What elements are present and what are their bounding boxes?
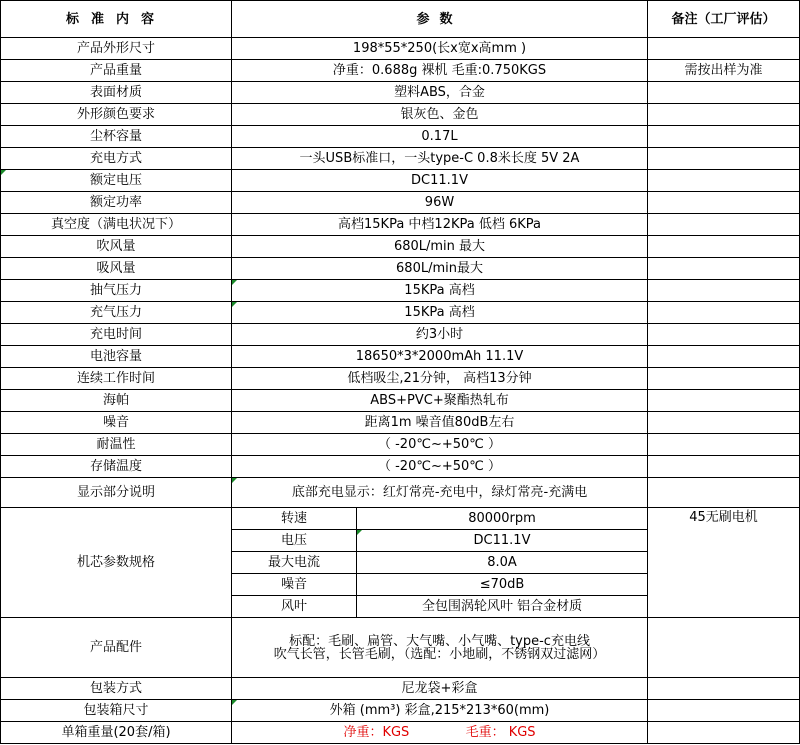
table-row [1,126,800,148]
table-row [1,346,800,368]
row-label: 表面材质 [1,82,232,104]
packing-note [648,678,800,700]
row-note [648,368,800,390]
row-value: 距离1m 噪音值80dB左右 [232,412,648,434]
row-value: 198*55*250(长x宽x高mm ) [232,38,648,60]
row-value: 15KPa 高档 [232,280,648,302]
table-row [1,82,800,104]
row-label: 额定功率 [1,192,232,214]
row-label: 显示部分说明 [1,478,232,508]
row-label: 存储温度 [1,456,232,478]
box-size-label: 包装箱尺寸 [1,700,232,722]
row-note [648,478,800,508]
row-value: 约3小时 [232,324,648,346]
row-note [648,82,800,104]
header-row [1,1,800,38]
header-label-text: 标准内容 [65,11,166,27]
table-row [1,258,800,280]
table-row [1,456,800,478]
header-param-text: 参数 [416,11,463,27]
row-label: 充气压力 [1,302,232,324]
row-note [648,236,800,258]
table-row [1,478,800,508]
accessories-line-1: 标配：毛刷、扁管、大气嘴、小气嘴、type-c充电线 [289,633,590,649]
row-note [648,390,800,412]
header-note: 备注（工厂评估） [648,1,800,38]
row-value: 塑料ABS，合金 [232,82,648,104]
table-row [1,60,800,82]
table-row [1,368,800,390]
table-row [1,38,800,60]
row-note [648,104,800,126]
motor-item-value: DC11.1V [357,530,648,552]
row-label: 电池容量 [1,346,232,368]
row-label: 连续工作时间 [1,368,232,390]
box-size-note [648,700,800,722]
table-row [1,104,800,126]
row-label: 噪音 [1,412,232,434]
table-row [1,434,800,456]
table-row [1,236,800,258]
row-value: 15KPa 高档 [232,302,648,324]
row-label: 尘杯容量 [1,126,232,148]
motor-note: 45无刷电机 [648,508,800,618]
packing-label: 包装方式 [1,678,232,700]
row-label: 真空度（满电状况下） [1,214,232,236]
box-weight-row [1,722,800,744]
table-row [1,280,800,302]
row-label: 外形颜色要求 [1,104,232,126]
row-value: （ -20℃~+50℃ ） [232,456,648,478]
table-row [1,412,800,434]
box-size-row [1,700,800,722]
row-note [648,192,800,214]
table-row [1,170,800,192]
motor-item-name: 风叶 [232,596,357,618]
motor-item-name: 转速 [232,508,357,530]
box-weight-gross: 毛重： KGS [465,725,536,740]
motor-item-value: 8.0A [357,552,648,574]
motor-row [1,508,800,530]
motor-label: 机芯参数规格 [1,508,232,618]
row-note [648,170,800,192]
motor-item-name: 噪音 [232,574,357,596]
row-label: 额定电压 [1,170,232,192]
row-note [648,126,800,148]
packing-row [1,678,800,700]
box-weight-note [648,722,800,744]
row-value: 96W [232,192,648,214]
row-note [648,214,800,236]
row-note [648,258,800,280]
row-value: 0.17L [232,126,648,148]
row-note [648,456,800,478]
row-label: 吸风量 [1,258,232,280]
row-note [648,434,800,456]
accessories-note [648,618,800,678]
row-value: 银灰色、金色 [232,104,648,126]
row-note [648,38,800,60]
box-size-value: 外箱 (mm³) 彩盒,215*213*60(mm) [232,700,648,722]
row-label: 充电时间 [1,324,232,346]
row-value: 低档吸尘,21分钟， 高档13分钟 [232,368,648,390]
row-value: 一头USB标准口，一头type-C 0.8米长度 5V 2A [232,148,648,170]
header-label [1,1,232,38]
table-row [1,148,800,170]
table-row [1,214,800,236]
motor-item-name: 电压 [232,530,357,552]
row-note [648,302,800,324]
motor-item-name: 最大电流 [232,552,357,574]
motor-item-value: 80000rpm [357,508,648,530]
row-label: 产品重量 [1,60,232,82]
table-row [1,192,800,214]
row-label: 海帕 [1,390,232,412]
row-value: 净重：0.688g 裸机 毛重:0.750KGS [232,60,648,82]
table-row [1,302,800,324]
box-weight-value [232,722,648,744]
row-value: 680L/min 最大 [232,236,648,258]
motor-item-value: ≤70dB [357,574,648,596]
row-value: 680L/min最大 [232,258,648,280]
row-label: 抽气压力 [1,280,232,302]
row-label: 产品外形尺寸 [1,38,232,60]
row-note [648,280,800,302]
row-note [648,346,800,368]
row-value: （ -20℃~+50℃ ） [232,434,648,456]
row-value: DC11.1V [232,170,648,192]
accessories-label: 产品配件 [1,618,232,678]
row-value: 高档15KPa 中档12KPa 低档 6KPa [232,214,648,236]
row-note [648,412,800,434]
row-label: 耐温性 [1,434,232,456]
box-weight-net: 净重：KGS [343,725,410,740]
row-label: 吹风量 [1,236,232,258]
row-label: 充电方式 [1,148,232,170]
row-value: ABS+PVC+聚酯热轧布 [232,390,648,412]
header-param [232,1,648,38]
row-note: 需按出样为准 [648,60,800,82]
row-value: 底部充电显示：红灯常亮-充电中，绿灯常亮-充满电 [232,478,648,508]
packing-value: 尼龙袋+彩盒 [232,678,648,700]
table-row [1,324,800,346]
box-weight-label: 单箱重量(20套/箱) [1,722,232,744]
motor-item-value: 全包围涡轮风叶 铝合金材质 [357,596,648,618]
accessories-value [232,618,648,678]
row-value: 18650*3*2000mAh 11.1V [232,346,648,368]
accessories-line-2: 吹气长管，长管毛刷，（选配：小地刷，不锈钢双过滤网） [273,646,606,662]
row-note [648,324,800,346]
accessories-row [1,618,800,678]
row-note [648,148,800,170]
table-row [1,390,800,412]
